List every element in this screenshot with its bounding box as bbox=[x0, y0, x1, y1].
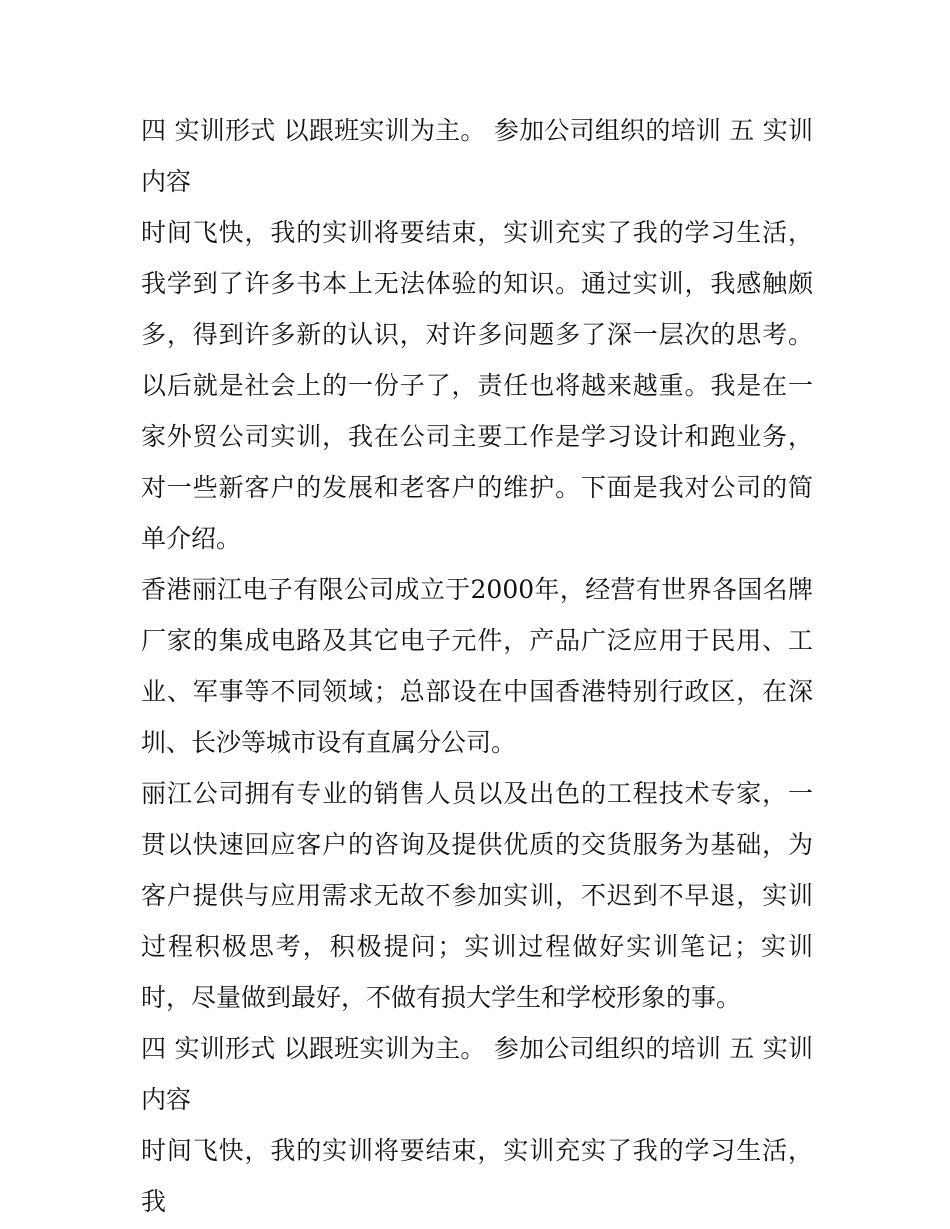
paragraph-training-summary: 时间飞快，我的实训将要结束，实训充实了我的学习生活，我学到了许多书本上无法体验的知识。通过实训，我感触颇多，得到许多新的认识，对许多问题多了深一层次的思考。以后就是社会上的一份子了，责任也将越来越重。我是在一家外贸公司实训，我在公司主要工作是学习设计和跑业务，对一些新客户的发展和老客户的维护。下面是我对公司的简单介绍。 bbox=[141, 218, 813, 553]
paragraph-training-form: 四 实训形式 以跟班实训为主。 参加公司组织的培训 五 实训内容 bbox=[141, 116, 813, 196]
paragraph-training-form-repeat: 四 实训形式 以跟班实训为主。 参加公司组织的培训 五 实训内容 bbox=[141, 1034, 813, 1114]
paragraph-training-summary-repeat: 时间飞快，我的实训将要结束，实训充实了我的学习生活，我 bbox=[141, 1136, 813, 1216]
document-body bbox=[141, 105, 813, 1227]
paragraph-company-intro: 香港丽江电子有限公司成立于2000年，经营有世界各国名牌厂家的集成电路及其它电子元件，产品广泛应用于民用、工业、军事等不同领域；总部设在中国香港特别行政区，在深圳、长沙等城市设有直属分公司。 bbox=[141, 575, 813, 757]
paragraph-company-staff: 丽江公司拥有专业的销售人员以及出色的工程技术专家，一贯以快速回应客户的咨询及提供优质的交货服务为基础，为客户提供与应用需求无故不参加实训，不迟到不早退，实训过程积极思考，积极提问；实训过程做好实训笔记；实训时，尽量做到最好，不做有损大学生和学校形象的事。 bbox=[141, 779, 813, 1012]
